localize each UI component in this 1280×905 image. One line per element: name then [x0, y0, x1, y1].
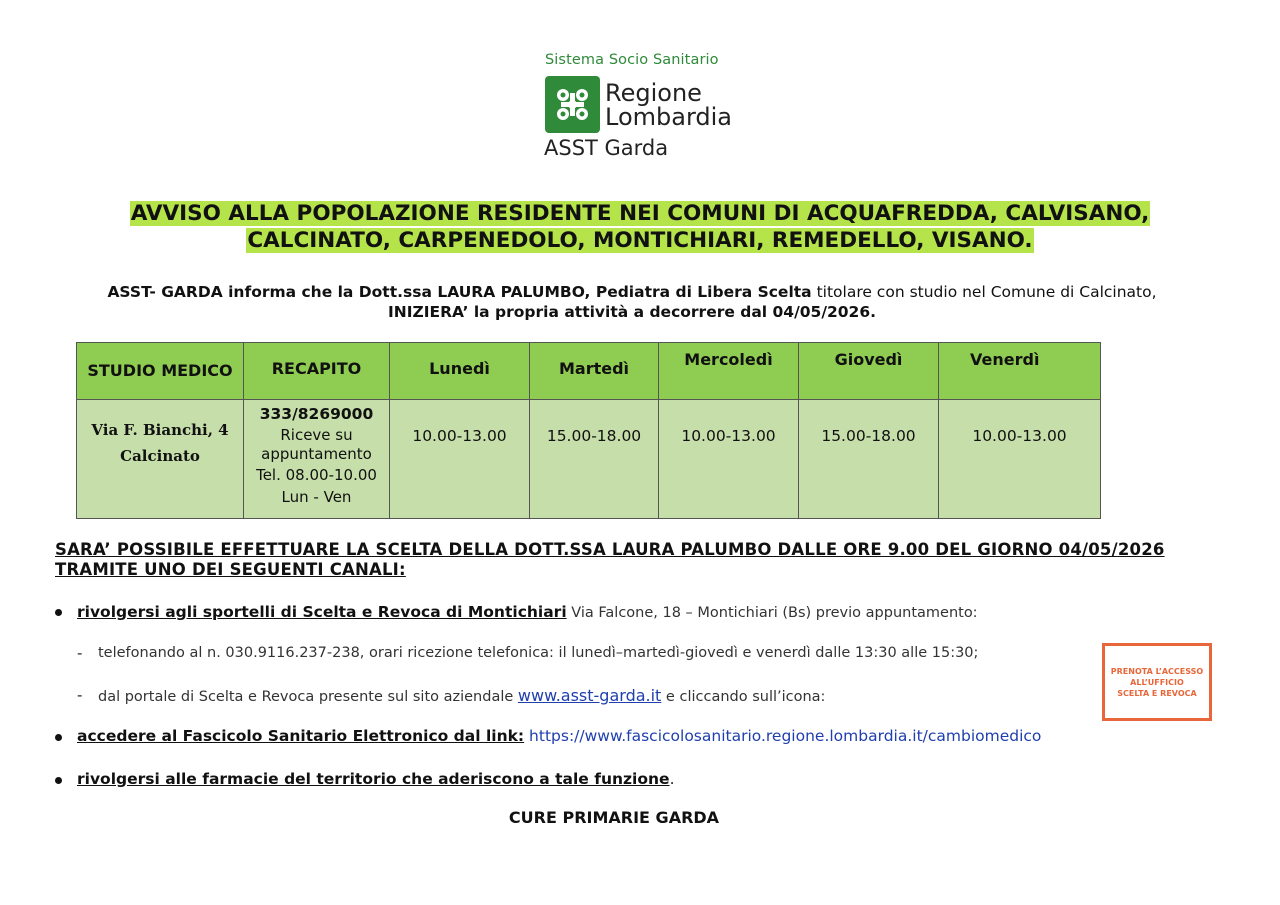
list-item — [77, 727, 1041, 745]
prenota-line2: ALL’UFFICIO — [1130, 677, 1184, 687]
intro-paragraph — [0, 283, 1264, 322]
sub-item-portal: dal portale di Scelta e Revoca presente sul sito aziendale www.asst-garda.it e cliccando sull’icona: — [98, 686, 826, 705]
header-giovedi: Giovedì — [799, 343, 939, 400]
recapito-line: Riceve su — [280, 425, 353, 444]
header-recapito: RECAPITO — [244, 343, 390, 400]
item3-bold: rivolgersi alle farmacie del territorio che aderiscono a tale funzione — [77, 770, 670, 788]
list-item — [77, 603, 978, 621]
prenota-accesso-button[interactable] — [1102, 643, 1212, 721]
dash-icon: - — [77, 644, 83, 662]
headline-line2: CALCINATO, CARPENEDOLO, MONTICHIARI, REMEDELLO, VISANO. — [247, 227, 1033, 253]
canali-line1: SARA’ POSSIBILE EFFETTUARE LA SCELTA DELLA DOTT.SSA LAURA PALUMBO DALLE ORE 9.00 DEL GIORNO 04/05/2026 — [55, 540, 1165, 559]
prenota-line1: PRENOTA L’ACCESSO — [1110, 666, 1204, 676]
dash-icon: - — [77, 686, 83, 704]
header-lunedi: Lunedì — [390, 343, 530, 400]
canali-line2: TRAMITE UNO DEI SEGUENTI CANALI: — [55, 560, 406, 579]
logo-system-text: Sistema Socio Sanitario — [545, 52, 719, 68]
studio-street: Via F. Bianchi, 4 — [91, 421, 229, 439]
list-item: rivolgersi alle farmacie del territorio che aderiscono a tale funzione. — [77, 770, 675, 788]
headline-line1: AVVISO ALLA POPOLAZIONE RESIDENTE NEI COMUNI DI ACQUAFREDDA, CALVISANO, — [130, 201, 1150, 226]
hours-martedi: 15.00-18.00 — [530, 400, 659, 519]
item1-bold: rivolgersi agli sportelli di Scelta e Revoca di Montichiari — [77, 603, 567, 621]
table-header-row — [77, 343, 1101, 400]
hours-giovedi: 15.00-18.00 — [799, 400, 939, 519]
recapito-line: Tel. 08.00-10.00 — [256, 465, 377, 484]
recapito-cell — [244, 400, 390, 519]
logo-org-name: ASST Garda — [544, 136, 669, 160]
hours-venerdi: 10.00-13.00 — [939, 400, 1101, 519]
logo-region-line1: Regione — [605, 79, 702, 107]
hours-lunedi: 10.00-13.00 — [390, 400, 530, 519]
hours-mercoledi: 10.00-13.00 — [659, 400, 799, 519]
intro-bold: ASST- GARDA informa che la Dott.ssa LAURA PALUMBO, Pediatra di Libera Scelta — [107, 283, 812, 301]
header-venerdi: Venerdì — [939, 343, 1101, 400]
asst-logo — [544, 52, 744, 162]
intro-normal: titolare con studio nel Comune di Calcinato, — [811, 283, 1157, 301]
recapito-line: Lun - Ven — [281, 488, 352, 506]
logo-region-line2: Lombardia — [605, 103, 733, 131]
header-martedi: Martedì — [530, 343, 659, 400]
bullet-icon — [55, 734, 62, 741]
schedule-table — [76, 342, 1101, 519]
item1-rest: Via Falcone, 18 – Montichiari (Bs) previo appuntamento: — [566, 605, 978, 621]
notice-headline — [0, 201, 1280, 254]
header-mercoledi: Mercoledì — [659, 343, 799, 400]
item2-bold: accedere al Fascicolo Sanitario Elettronico dal link: — [77, 727, 525, 745]
bullet-icon — [55, 609, 62, 616]
signature: CURE PRIMARIE GARDA — [508, 808, 720, 827]
lombardia-rose-icon — [545, 76, 600, 133]
sub-item-phone: telefonando al n. 030.9116.237-238, orari ricezione telefonica: il lunedì–martedì-giovedì e venerdì dalle 13:30 alle 15:30; — [98, 645, 979, 661]
canali-heading — [55, 540, 1165, 580]
bullet-icon — [55, 777, 62, 784]
table-row — [77, 400, 1101, 519]
studio-address-cell — [77, 400, 244, 519]
asst-garda-link[interactable]: www.asst-garda.it — [517, 686, 662, 705]
fse-link[interactable]: https://www.fascicolosanitario.regione.lombardia.it/cambiomedico — [524, 727, 1042, 745]
studio-city: Calcinato — [120, 447, 200, 465]
prenota-line3: SCELTA E REVOCA — [1117, 688, 1197, 698]
intro-start-date: INIZIERA’ la propria attività a decorrere dal 04/05/2026. — [387, 302, 877, 321]
recapito-phone: 333/8269000 — [259, 405, 374, 423]
recapito-line: appuntamento — [261, 444, 372, 463]
header-studio: STUDIO MEDICO — [77, 343, 244, 400]
